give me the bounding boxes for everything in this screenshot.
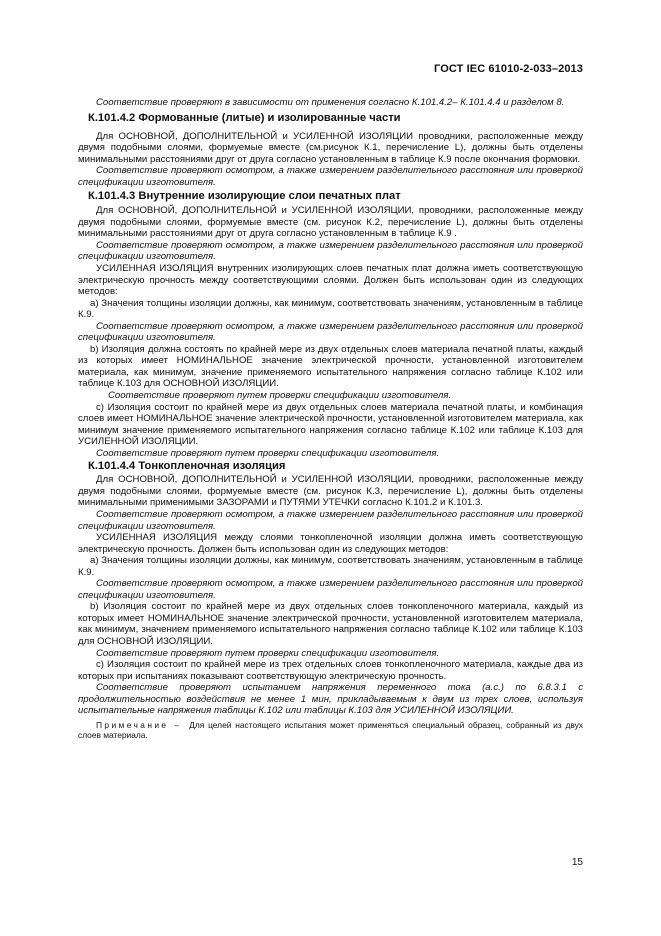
page-header [0,63,661,79]
paragraph: УСИЛЕННАЯ ИЗОЛЯЦИЯ внутренних изолирующих слоев печатных плат должна иметь соответствующую электрическую прочность между соответствующими слоями. Должен быть использован один из следующих методов: [78,263,583,298]
section-heading: К.101.4.2 Формованные (литые) и изолированные части [88,111,401,124]
compliance-check-paragraph: Соответствие проверяют в зависимости от применения согласно К.101.4.2– К.101.4.4 и разделом 8. [96,97,565,108]
paragraph: Для ОСНОВНОЙ, ДОПОЛНИТЕЛЬНОЙ и УСИЛЕННОЙ ИЗОЛЯЦИИ, проводники, расположенные между двумя подобными слоями, формуемые вместе (см. рисунок К.3, перечисление L), должны быть отделены минимальными применимыми ЗАЗОРАМИ и ПУТЯМИ УТЕЧКИ согласно К.101.2 и К.101.3. [78,474,583,509]
paragraph: с) Изоляция состоит по крайней мере из двух отдельных слоев материала печатной платы, и комбинация слоев имеет НОМИНАЛЬНОЕ значение электрической прочности, установленной изготовителем материала, как минимум значение применяемого испытательного напряжения согласно таблице К.102 или таблице К.103 для УСИЛЕННОЙ ИЗОЛЯЦИИ. [78,401,583,448]
section-heading: К.101.4.3 Внутренние изолирующие слои печатных плат [88,190,401,203]
compliance-check-paragraph: Соответствие проверяют осмотром, а также измерением разделительного расстояния или проверкой спецификации изготовителя. [78,165,583,188]
paragraph: Для ОСНОВНОЙ, ДОПОЛНИТЕЛЬНОЙ и УСИЛЕННОЙ ИЗОЛЯЦИИ, проводники, расположенные между двумя подобными слоями, формуемые вместе (см. рисунок К.2, перечисление L), должны быть отделены минимальными расстояниями друг от друга согласно установленным в таблице К.9 . [78,205,583,240]
note-paragraph [78,720,583,741]
paragraph: а) Значения толщины изоляции должны, как минимум, соответствовать значениям, установленным в таблице К.9. [78,555,583,578]
paragraph: b) Изоляция состоит по крайней мере из двух отдельных слоев тонкопленочного материала, каждый из которых имеет НОМИНАЛЬНОЕ значение электрической прочности, установленной изготовителем материала, как минимум, значением применяемого испытательного напряжения согласно таблице К.102 или таблице К.103 для ОСНОВНОЙ ИЗОЛЯЦИИ. [78,601,583,647]
compliance-check-paragraph: Соответствие проверяют путем проверки спецификации изготовителя. [108,390,452,402]
section-heading: К.101.4.4 Тонкопленочная изоляция [88,460,286,473]
document-body [78,97,583,741]
note-dash: – [174,719,180,730]
compliance-check-paragraph: Соответствие проверяют осмотром, а также измерением разделительного расстояния или проверкой спецификации изготовителя. [78,239,583,263]
compliance-check-paragraph: Соответствие проверяют путем проверки спецификации изготовителя. [96,447,440,459]
compliance-check-paragraph: Соответствие проверяют путем проверки спецификации изготовителя. [96,647,440,659]
paragraph: УСИЛЕННАЯ ИЗОЛЯЦИЯ между слоями тонкопленочной изоляции должна иметь соответствующую электрическую прочность. Должен быть использован один из следующих методов: [78,532,583,555]
compliance-check-paragraph: Соответствие проверяют испытанием напряжения переменного тока (а.с.) по 6.8.3.1 с продолжительностью воздействия не менее 1 мин, прикладываемым к двум из трех слоев, используя испытательные напряжения таблицы К.102 или таблицы К.103 для УСИЛЕННОЙ ИЗОЛЯЦИИ. [78,682,583,717]
paragraph: с) Изоляция состоит по крайней мере из трех отдельных слоев тонкопленочного материала, каждые два из которых при испытаниях показывают соответствующую электрическую прочность. [78,659,583,682]
note-label: Примечание [96,719,169,730]
paragraph: b) Изоляция должна состоять по крайней мере из двух отдельных слоев материала печатной платы, каждый из которых имеет НОМИНАЛЬНОЕ значение электрической прочности, установленной изготовителем материала, как минимум, значение применяемого испытательного напряжения согласно таблице К.102 или таблице К.103 для ОСНОВНОЙ ИЗОЛЯЦИИ. [78,343,583,390]
note-text: Для целей настоящего испытания может применяться специальный образец, собранный из двух слоев материала. [78,719,583,741]
compliance-check-paragraph: Соответствие проверяют осмотром, а также измерением разделительного расстояния или проверкой спецификации изготовителя. [78,320,583,344]
page-number: 15 [571,857,583,868]
paragraph: Для ОСНОВНОЙ, ДОПОЛНИТЕЛЬНОЙ и УСИЛЕННОЙ ИЗОЛЯЦИИ проводники, расположенные между двумя подобными слоями, формуемые вместе (см.рисунок К.1, перечисление L), должны быть отделены минимальными расстояниями друг от друга согласно установленным в таблице К.9 после окончания формовки. [78,130,583,165]
paragraph: а) Значения толщины изоляции должны, как минимум, соответствовать значениям, установленным в таблице К.9. [78,297,583,321]
document-code: ГОСТ IEC 61010-2-033–2013 [434,63,583,75]
compliance-check-paragraph: Соответствие проверяют осмотром, а также измерением разделительного расстояния или проверкой спецификации изготовителя. [78,508,583,532]
compliance-check-paragraph: Соответствие проверяют осмотром, а также измерением разделительного расстояния или проверкой спецификации изготовителя. [78,578,583,601]
